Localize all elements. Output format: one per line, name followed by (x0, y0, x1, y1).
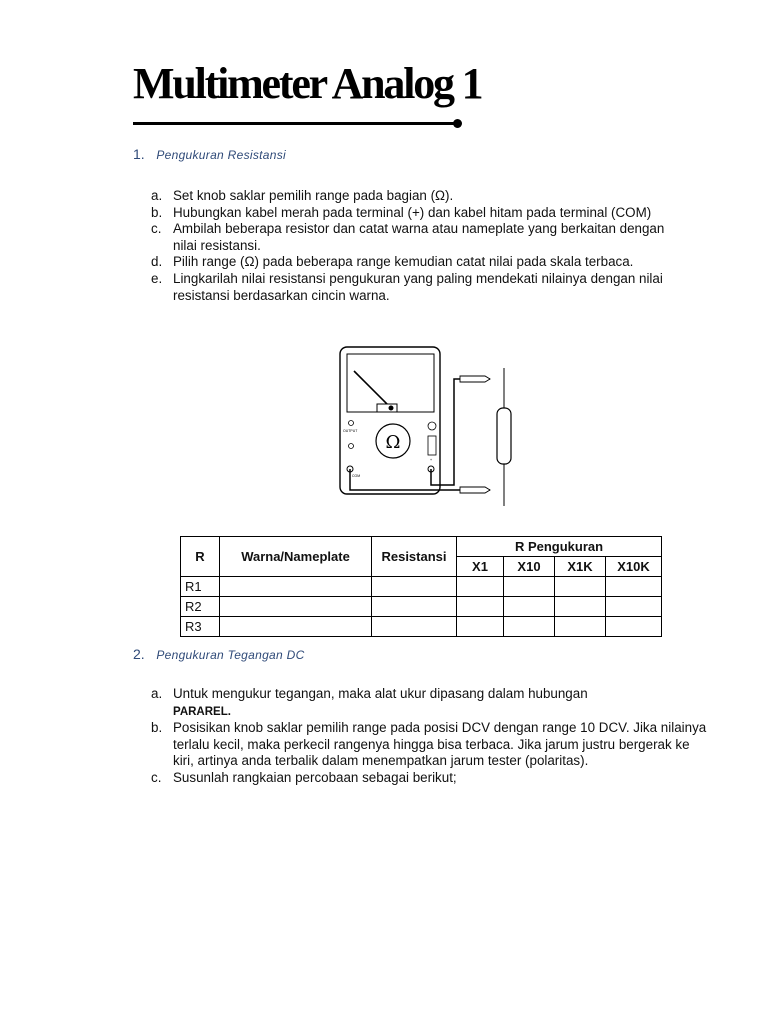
row-label-r3: R3 (181, 617, 220, 637)
row-label-r1: R1 (181, 577, 220, 597)
header-x1k: X1K (555, 557, 606, 577)
black-probe (460, 487, 490, 493)
section-1-heading (133, 146, 286, 162)
table-row (181, 597, 662, 617)
header-resistansi: Resistansi (372, 537, 457, 577)
section-2-title: Pengukuran Tegangan DC (156, 648, 305, 662)
com-label: COM (352, 474, 361, 478)
header-r: R (181, 537, 220, 577)
table-row (181, 577, 662, 597)
step-2c: c. Susunlah rangkaian percobaan sebagai berikut; (151, 769, 457, 785)
plus-label: + (429, 457, 433, 462)
resistor (497, 408, 511, 464)
section-2-number: 2. (133, 646, 145, 662)
section-2-steps (151, 686, 718, 787)
needle-pivot (377, 404, 397, 412)
step-2a: a. Untuk mengukur tegangan, maka alat ukur dipasang dalam hubungan PARAREL. (151, 686, 588, 718)
meter-display (347, 354, 434, 412)
title-underline (133, 122, 456, 125)
header-r-pengukuran: R Pengukuran (457, 537, 662, 557)
step-2b: b. Posisikan knob saklar pemilih range pada posisi DCV dengan range 10 DCV. Jika nilainya terlalu kecil, maka perkecil rangenya hingga bisa terbaca. Jika jarum justru bergerak ke kiri, artinya anda terbalik dalam menempatkan jarum tester (polaritas). (151, 720, 707, 769)
polarity-switch (428, 422, 436, 430)
header-warna: Warna/Nameplate (220, 537, 372, 577)
header-x10: X10 (504, 557, 555, 577)
battery-indicator (428, 436, 436, 455)
header-x1: X1 (457, 557, 504, 577)
title-underline-dot (453, 119, 462, 128)
step-1e: e. Lingkarilah nilai resistansi pengukuran yang paling mendekati nilainya dengan nilai resistansi berdasarkan cincin warna. (151, 270, 663, 303)
section-1-title: Pengukuran Resistansi (156, 148, 287, 162)
table-row (181, 617, 662, 637)
document-title: Multimeter Analog 1 (133, 59, 482, 108)
section-1-steps (151, 188, 718, 304)
header-x10k: X10K (606, 557, 662, 577)
step-1c: c. Ambilah beberapa resistor dan catat warna atau nameplate yang berkaitan dengan nilai resistansi. (151, 221, 665, 253)
step-1d: d. Pilih range (Ω) pada beberapa range kemudian catat nilai pada skala terbaca. (151, 254, 634, 270)
red-probe (460, 376, 490, 382)
resistance-measurement-table (180, 536, 662, 637)
ohm-symbol: Ω (385, 432, 401, 453)
section-1-number: 1. (133, 146, 145, 162)
row-label-r2: R2 (181, 597, 220, 617)
pararel-keyword: PARAREL. (173, 705, 231, 718)
multimeter-circuit-figure (330, 340, 530, 510)
step-1b: b. Hubungkan kabel merah pada terminal (+) dan kabel hitam pada terminal (COM) (151, 204, 652, 220)
zero-adjust-knob (349, 444, 354, 449)
section-2-heading (133, 646, 305, 662)
step-1a: a. Set knob saklar pemilih range pada bagian (Ω). (151, 188, 454, 203)
output-jack (349, 421, 354, 426)
output-label: OUTPUT (343, 429, 358, 433)
